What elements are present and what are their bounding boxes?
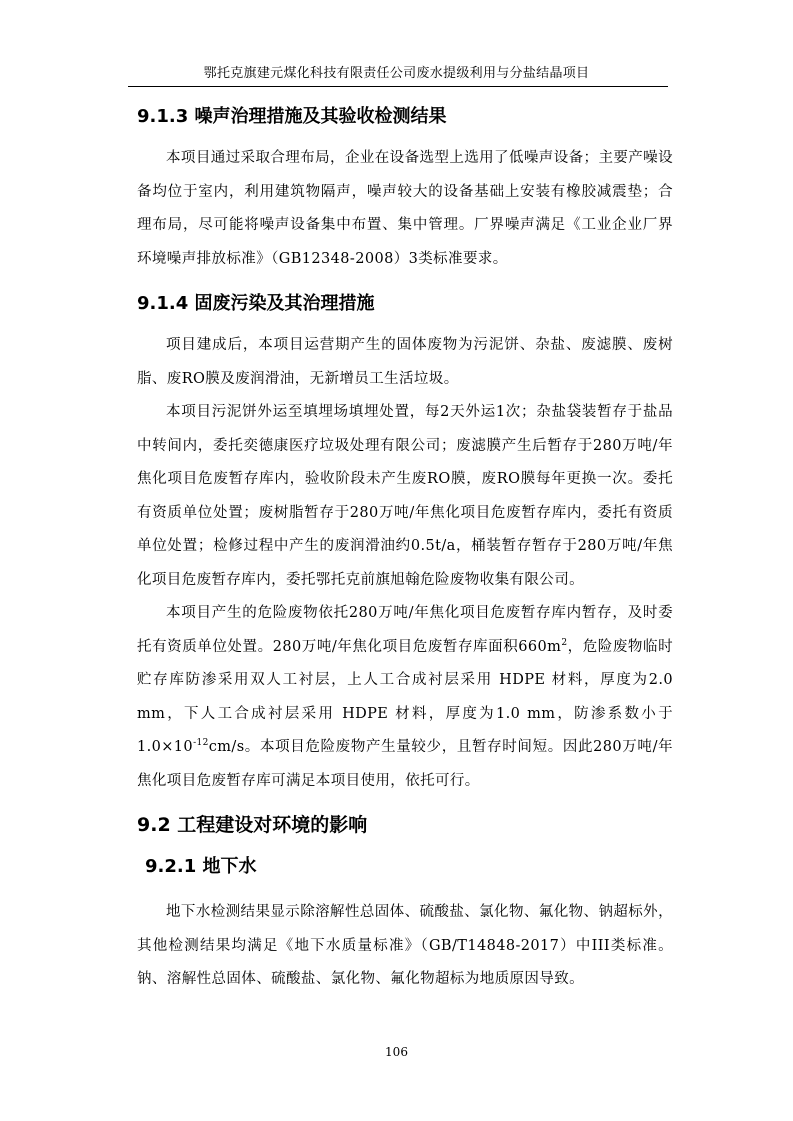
heading-9-1-4: 9.1.4 固废污染及其治理措施 bbox=[137, 293, 375, 314]
hazardous-waste-text-3: cm/s。本项目危险废物产生量较少，且暂存时间短。因此280万吨/年焦化项目危废暂存库可满足本项目使用，依托可行。 bbox=[137, 739, 673, 789]
hazardous-waste-text-2: ，危险废物临时贮存库防渗采用双人工衬层，上人工合成衬层采用 HDPE 材料，厚度为2.0 mm，下人工合成衬层采用 HDPE 材料，厚度为1.0 mm，防渗系数小于1.0×10 bbox=[137, 638, 673, 755]
header-divider bbox=[128, 86, 668, 87]
exponent-superscript: -12 bbox=[193, 738, 209, 749]
paragraph-solid-waste-overview: 项目建成后，本项目运营期产生的固体废物为污泥饼、杂盐、废滤膜、废树脂、废RO膜及废润滑油，无新增员工生活垃圾。 bbox=[137, 337, 673, 387]
paragraph-groundwater: 地下水检测结果显示除溶解性总固体、硫酸盐、氯化物、氟化物、钠超标外，其他检测结果均满足《地下水质量标准》（GB/T14848-2017）中III类标准。钠、溶解性总固体、硫酸盐、氯化物、氟化物超标为地质原因导致。 bbox=[137, 904, 673, 987]
running-header: 鄂托克旗建元煤化科技有限责任公司废水提级利用与分盐结晶项目 bbox=[203, 66, 590, 81]
hazardous-waste-text-1: 本项目产生的危险废物依托280万吨/年焦化项目危废暂存库内暂存，及时委托有资质单位处置。280万吨/年焦化项目危废暂存库面积660m bbox=[137, 605, 673, 655]
heading-9-2: 9.2 工程建设对环境的影响 bbox=[137, 814, 368, 836]
heading-9-2-1: 9.2.1 地下水 bbox=[145, 856, 257, 877]
page-number: 106 bbox=[385, 1045, 408, 1059]
document-body bbox=[137, 98, 673, 997]
paragraph-solid-waste-disposal: 本项目污泥饼外运至填埋场填埋处置，每2天外运1次；杂盐袋装暂存于盐品中转间内，委托奕德康医疗垃圾处理有限公司；废滤膜产生后暂存于280万吨/年焦化项目危废暂存库内，验收阶段未产生废RO膜，废RO膜每年更换一次。委托有资质单位处置；废树脂暂存于280万吨/年焦化项目危废暂存库内，委托有资质单位处置；检修过程中产生的废润滑油约0.5t/a，桶装暂存暂存于280万吨/年焦化项目危废暂存库内，委托鄂托克前旗旭翰危险废物收集有限公司。 bbox=[137, 404, 673, 588]
paragraph-noise-control: 本项目通过采取合理布局，企业在设备选型上选用了低噪声设备；主要产噪设备均位于室内，利用建筑物隔声，噪声较大的设备基础上安装有橡胶减震垫；合理布局，尽可能将噪声设备集中布置、集中管理。厂界噪声满足《工业企业厂界环境噪声排放标准》（GB12348-2008）3类标准要求。 bbox=[137, 150, 673, 267]
paragraph-hazardous-waste bbox=[137, 597, 673, 798]
area-unit-superscript: 2 bbox=[561, 637, 568, 648]
heading-9-1-3: 9.1.3 噪声治理措施及其验收检测结果 bbox=[137, 106, 447, 127]
